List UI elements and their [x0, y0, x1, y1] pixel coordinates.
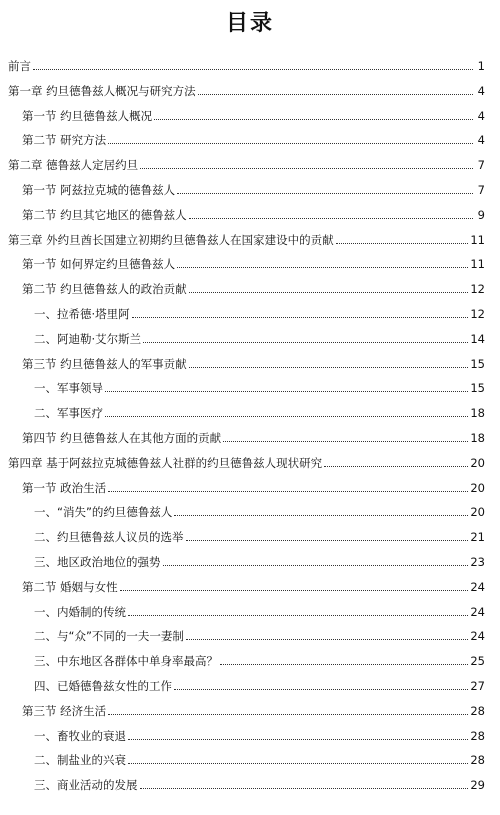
toc-entry[interactable]: [22, 253, 485, 271]
toc-entry-title: 第一节 如何界定约旦德鲁兹人: [22, 257, 176, 272]
toc-entry-title: 第二节 研究方法: [22, 133, 107, 148]
toc-entry[interactable]: [34, 749, 485, 767]
dot-leader: [120, 590, 469, 591]
toc-entry-page: 18: [470, 431, 485, 445]
toc-entry-title: 二、阿迪勒·艾尔斯兰: [34, 331, 142, 346]
toc-entry[interactable]: [22, 105, 485, 123]
dot-leader: [189, 367, 469, 368]
toc-entry[interactable]: [34, 774, 485, 792]
toc-entry-title: 第一节 阿兹拉克城的德鲁兹人: [22, 183, 176, 197]
dot-leader: [140, 168, 473, 169]
toc-entry-title: 第四章 基于阿兹拉克城德鲁兹人社群的约旦德鲁兹人现状研究: [8, 455, 323, 470]
toc-entry-title: 二、与“众”不同的一夫一妻制: [34, 629, 184, 644]
toc-entry[interactable]: [22, 129, 485, 147]
toc-entry-page: 20: [470, 505, 485, 520]
toc-entry[interactable]: [34, 625, 485, 643]
toc-entry-page: 18: [470, 406, 485, 421]
toc-entry-title: 第四节 约旦德鲁兹人在其他方面的贡献: [22, 431, 222, 445]
dot-leader: [108, 143, 473, 144]
toc-entry-page: 12: [470, 307, 485, 321]
dot-leader: [177, 267, 468, 268]
toc-entry[interactable]: [34, 725, 485, 743]
toc-entry[interactable]: [22, 477, 485, 495]
dot-leader: [220, 664, 468, 665]
toc-entry-page: 11: [470, 232, 485, 247]
toc-entry[interactable]: [8, 154, 485, 172]
toc-entry-title: 一、拉希德·塔里阿: [34, 307, 130, 321]
dot-leader: [198, 94, 473, 95]
toc-entry-page: 7: [477, 183, 485, 197]
toc-entry-title: 第三章 外约旦酋长国建立初期约旦德鲁兹人在国家建设中的贡献: [8, 232, 334, 247]
toc-entry-title: 第二节 婚姻与女性: [22, 579, 118, 594]
dot-leader: [33, 69, 473, 70]
toc-entry[interactable]: [34, 526, 485, 544]
toc-entry-page: 28: [470, 753, 485, 768]
toc-entry-page: 28: [470, 703, 485, 718]
toc-entry-page: 12: [470, 282, 485, 297]
dot-leader: [128, 615, 468, 616]
toc-entry-page: 29: [470, 778, 485, 793]
toc-entry-page: 11: [470, 257, 485, 272]
dot-leader: [128, 763, 468, 764]
dot-leader: [174, 689, 468, 690]
toc-entry[interactable]: [34, 650, 485, 668]
toc-entry-title: 第二节 约旦德鲁兹人的政治贡献: [22, 282, 187, 297]
toc-entry-page: 24: [470, 629, 485, 644]
toc-entry[interactable]: [22, 576, 485, 594]
toc-entry-page: 20: [470, 455, 485, 470]
toc-entry[interactable]: [8, 229, 485, 247]
dot-leader: [132, 317, 469, 318]
dot-leader: [105, 416, 468, 417]
dot-leader: [324, 466, 468, 467]
toc-entry[interactable]: [34, 377, 485, 395]
toc-entry-title: 一、军事领导: [34, 381, 103, 396]
toc-entry-title: 第三节 约旦德鲁兹人的军事贡献: [22, 356, 187, 371]
toc-entry[interactable]: [8, 452, 485, 470]
toc-entry-title: 二、军事医疗: [34, 406, 103, 421]
dot-leader: [189, 292, 469, 293]
dot-leader: [177, 193, 473, 194]
dot-leader: [186, 540, 469, 541]
toc-entry[interactable]: [22, 700, 485, 718]
toc-entry-page: 27: [470, 679, 485, 693]
toc-entry[interactable]: [22, 427, 485, 445]
dot-leader: [128, 739, 468, 740]
toc-entry-page: 25: [470, 654, 485, 669]
toc-entry-page: 23: [470, 555, 485, 569]
toc-entry-title: 一、畜牧业的衰退: [34, 728, 126, 743]
toc-entry-title: 三、中东地区各群体中单身率最高？: [34, 654, 218, 669]
toc-entry-title: 第二节 约旦其它地区的德鲁兹人: [22, 207, 187, 222]
toc-entry-title: 一、“消失”的约旦德鲁兹人: [34, 505, 173, 520]
dot-leader: [140, 788, 469, 789]
toc-entry-page: 24: [470, 579, 485, 594]
dot-leader: [223, 441, 468, 442]
toc-entry-page: 4: [477, 83, 485, 98]
toc-entry[interactable]: [22, 353, 485, 371]
toc-entry-title: 三、商业活动的发展: [34, 778, 138, 793]
toc-entry-page: 7: [477, 158, 485, 173]
toc-entry[interactable]: [22, 204, 485, 222]
dot-leader: [163, 565, 469, 566]
dot-leader: [186, 639, 468, 640]
toc-entry-page: 4: [477, 133, 485, 148]
toc-entry-page: 1: [477, 59, 485, 73]
toc-entry-title: 四、已婚德鲁兹女性的工作: [34, 679, 172, 693]
dot-leader: [174, 515, 468, 516]
dot-leader: [105, 391, 468, 392]
toc-entry-title: 一、内婚制的传统: [34, 604, 126, 619]
toc-entry[interactable]: [8, 55, 485, 73]
toc-entry-title: 第一章 约旦德鲁兹人概况与研究方法: [8, 83, 196, 98]
toc-entry-page: 9: [477, 207, 485, 222]
toc-entry-title: 前言: [8, 59, 31, 73]
toc-entry-title: 第二章 德鲁兹人定居约旦: [8, 158, 139, 173]
dot-leader: [154, 119, 473, 120]
toc-entry[interactable]: [22, 179, 485, 197]
toc-entry[interactable]: [34, 303, 485, 321]
toc-entry-title: 第三节 经济生活: [22, 703, 107, 718]
toc-entry-page: 21: [470, 530, 485, 545]
toc-entry[interactable]: [8, 80, 485, 98]
toc-entry-title: 二、约旦德鲁兹人议员的选举: [34, 530, 184, 545]
toc-entry-title: 第一节 约旦德鲁兹人概况: [22, 108, 153, 123]
toc-entry-page: 15: [470, 381, 485, 396]
dot-leader: [336, 243, 469, 244]
toc-entry-title: 三、地区政治地位的强势: [34, 555, 161, 569]
toc-entry-page: 15: [470, 356, 485, 371]
toc-entry-title: 二、制盐业的兴衰: [34, 753, 126, 768]
toc-entry[interactable]: [34, 501, 485, 519]
toc-entry[interactable]: [34, 601, 485, 619]
toc-entry-page: 28: [470, 728, 485, 743]
toc-entry[interactable]: [22, 278, 485, 296]
toc-entry-page: 14: [470, 331, 485, 346]
page-title: 目录: [225, 11, 274, 36]
dot-leader: [189, 218, 473, 219]
toc-entry-title: 第一节 政治生活: [22, 480, 107, 495]
toc-entry[interactable]: [34, 402, 485, 420]
dot-leader: [108, 491, 468, 492]
toc-entry-page: 20: [470, 480, 485, 495]
toc-entry[interactable]: [34, 328, 485, 346]
toc-entry[interactable]: [34, 675, 485, 693]
dot-leader: [108, 714, 468, 715]
toc-entry[interactable]: [34, 551, 485, 569]
toc-entry-page: 4: [477, 108, 485, 123]
dot-leader: [143, 342, 468, 343]
toc-entry-page: 24: [470, 604, 485, 619]
